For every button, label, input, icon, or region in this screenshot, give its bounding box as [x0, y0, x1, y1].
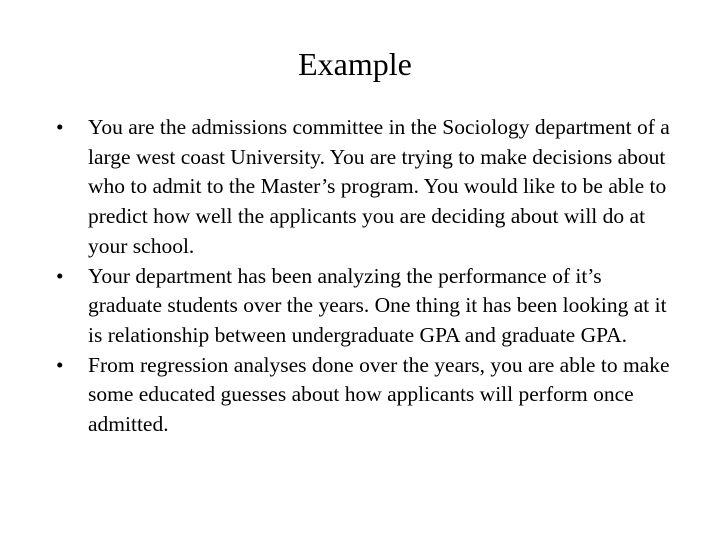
bullet-item: [56, 351, 676, 440]
bullet-item: [56, 113, 676, 262]
bullet-dot-icon: •: [56, 263, 64, 288]
bullet-text: Your department has been analyzing the performance of it’s graduate students over the years. One thing it has been looking at it is relationship between undergraduate GPA and graduate GPA.: [88, 263, 667, 347]
bullet-list: [56, 113, 676, 440]
bullet-dot-icon: •: [56, 352, 64, 377]
bullet-text: From regression analyses done over the years, you are able to make some educated guesses about how applicants will perform once admitted.: [88, 352, 670, 437]
bullet-text: You are the admissions committee in the Sociology department of a large west coast University. You are trying to make decisions about who to admit to the Master’s program. You would like to be able to predict how well the applicants you are deciding about will do at your school.: [88, 115, 670, 258]
bullet-dot-icon: •: [56, 115, 64, 139]
slide-title: Example: [298, 46, 412, 82]
bullet-item: [56, 262, 676, 351]
